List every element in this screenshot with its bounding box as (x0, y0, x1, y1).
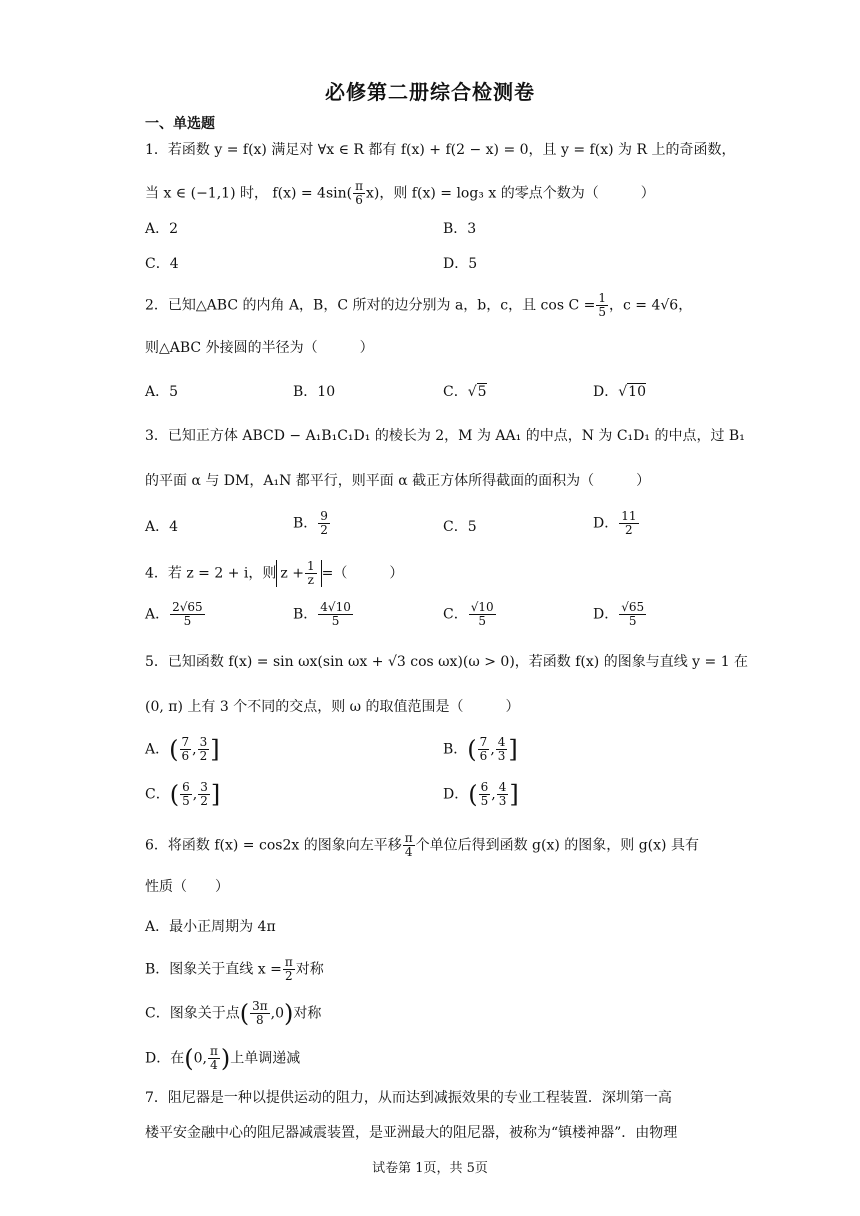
question-5-line-1: 5．已知函数 f(x) = sin ωx(sin ωx + √3 cos ωx)(ω > 0)，若函数 f(x) 的图象与直线 y = 1 在 (145, 654, 749, 670)
question-6-option-c[interactable]: C．图象关于点( $\frac{3\pi}{8}$ ,0)对称 (145, 999, 322, 1028)
question-2-option-c[interactable]: C．√5 (443, 384, 487, 400)
question-6-option-b[interactable]: B．图象关于直线 x = $\frac{\pi}{2}$ 对称 (145, 955, 324, 983)
question-1-text-a: 当 x ∈ (−1,1) 时， f(x) = 4sin( (145, 185, 353, 202)
question-1-option-d[interactable]: D．5 (443, 256, 478, 272)
question-4-option-b[interactable]: B． $\frac{4√10}{5}$ (293, 600, 351, 628)
question-1-option-c[interactable]: C．4 (145, 256, 179, 272)
question-7-line-2: 楼平安金融中心的阻尼器减震装置，是亚洲最大的阻尼器，被称为“镇楼神器”．由物理 (145, 1125, 678, 1141)
question-5-option-c[interactable]: C．( $\frac{6}{5}$ , $\frac{3}{2}$ ] (145, 780, 221, 809)
question-2-line-1 (145, 292, 692, 319)
question-1-line-2 (145, 180, 655, 207)
question-2-text-a: 2．已知△ABC 的内角 A，B，C 所对的边分别为 a，b，c，且 cos C = (145, 297, 596, 314)
question-3-option-a[interactable]: A．4 (145, 519, 179, 535)
question-6-line-2: 性质（ ） (145, 879, 229, 895)
question-2-option-a[interactable]: A．5 (145, 384, 179, 400)
question-6-option-a[interactable]: A．最小正周期为 4π (145, 919, 276, 935)
question-6-text-b: 个单位后得到函数 g(x) 的图象，则 g(x) 具有 (415, 837, 699, 854)
question-2-option-d[interactable]: D．√10 (593, 384, 646, 400)
question-7-line-1: 7．阻尼器是一种以提供运动的阻力，从而达到减振效果的专业工程装置．深圳第一高 (145, 1090, 672, 1106)
page-title: 必修第二册综合检测卷 (325, 80, 535, 104)
section-heading: 一、单选题 (145, 116, 215, 132)
question-5-option-d[interactable]: D．( $\frac{6}{5}$ , $\frac{4}{3}$ ] (443, 780, 519, 809)
question-4-option-c[interactable]: C． $\frac{√10}{5}$ (443, 600, 494, 628)
question-1-fraction: $\frac{\pi}{6}$ (355, 179, 363, 207)
question-4-option-d[interactable]: D． $\frac{√65}{5}$ (593, 600, 645, 628)
question-6-fraction: $\frac{\pi}{4}$ (404, 831, 413, 859)
question-2-fraction: $\frac{1}{5}$ (598, 291, 606, 319)
question-2-text-b: ，c = 4√6， (609, 297, 693, 314)
question-4-option-a[interactable]: A． $\frac{2√65}{5}$ (145, 600, 203, 628)
question-3-line-1: 3．已知正方体 ABCD − A₁B₁C₁D₁ 的棱长为 2，M 为 AA₁ 的中点，N 为 C₁D₁ 的中点，过 B₁ (145, 428, 745, 444)
question-2-option-b[interactable]: B．10 (293, 384, 336, 400)
question-4-line (145, 560, 403, 587)
question-1-line-1: 1．若函数 y = f(x) 满足对 ∀x ∈ R 都有 f(x) + f(2 − x) = 0，且 y = f(x) 为 R 上的奇函数， (145, 142, 736, 158)
question-1-text-b: x)，则 f(x) = log₃ x 的零点个数为（ ） (366, 185, 655, 202)
question-6-option-d[interactable]: D．在(0, $\frac{\pi}{4}$ )上单调递减 (145, 1044, 301, 1073)
question-5-option-a[interactable]: A．( $\frac{7}{6}$ , $\frac{3}{2}$ ] (145, 735, 220, 764)
question-6-text-a: 6．将函数 f(x) = cos2x 的图象向左平移 (145, 837, 402, 854)
page-footer: 试卷第 1页，共 5页 (372, 1161, 488, 1176)
question-3-line-2: 的平面 α 与 DM，A₁N 都平行，则平面 α 截正方体所得截面的面积为（ ） (145, 473, 651, 489)
question-6-line-1 (145, 832, 699, 859)
question-5-option-b[interactable]: B．( $\frac{7}{6}$ , $\frac{4}{3}$ ] (443, 735, 518, 764)
question-3-option-c[interactable]: C．5 (443, 519, 477, 535)
question-2-line-2: 则△ABC 外接圆的半径为（ ） (145, 340, 374, 356)
question-3-option-d[interactable]: D． $\frac{11}{2}$ (593, 509, 637, 537)
question-4-absolute-value: z + $\frac{1}{z}$ (276, 560, 321, 587)
question-3-option-b[interactable]: B． $\frac{9}{2}$ (293, 509, 328, 537)
question-1-option-b[interactable]: B．3 (443, 221, 477, 237)
question-4-text-a: 4．若 z = 2 + i，则 (145, 565, 277, 582)
question-5-line-2: (0, π) 上有 3 个不同的交点，则 ω 的取值范围是（ ） (145, 699, 520, 715)
question-1-option-a[interactable]: A．2 (145, 221, 179, 237)
question-4-text-b: =（ ） (321, 565, 404, 582)
